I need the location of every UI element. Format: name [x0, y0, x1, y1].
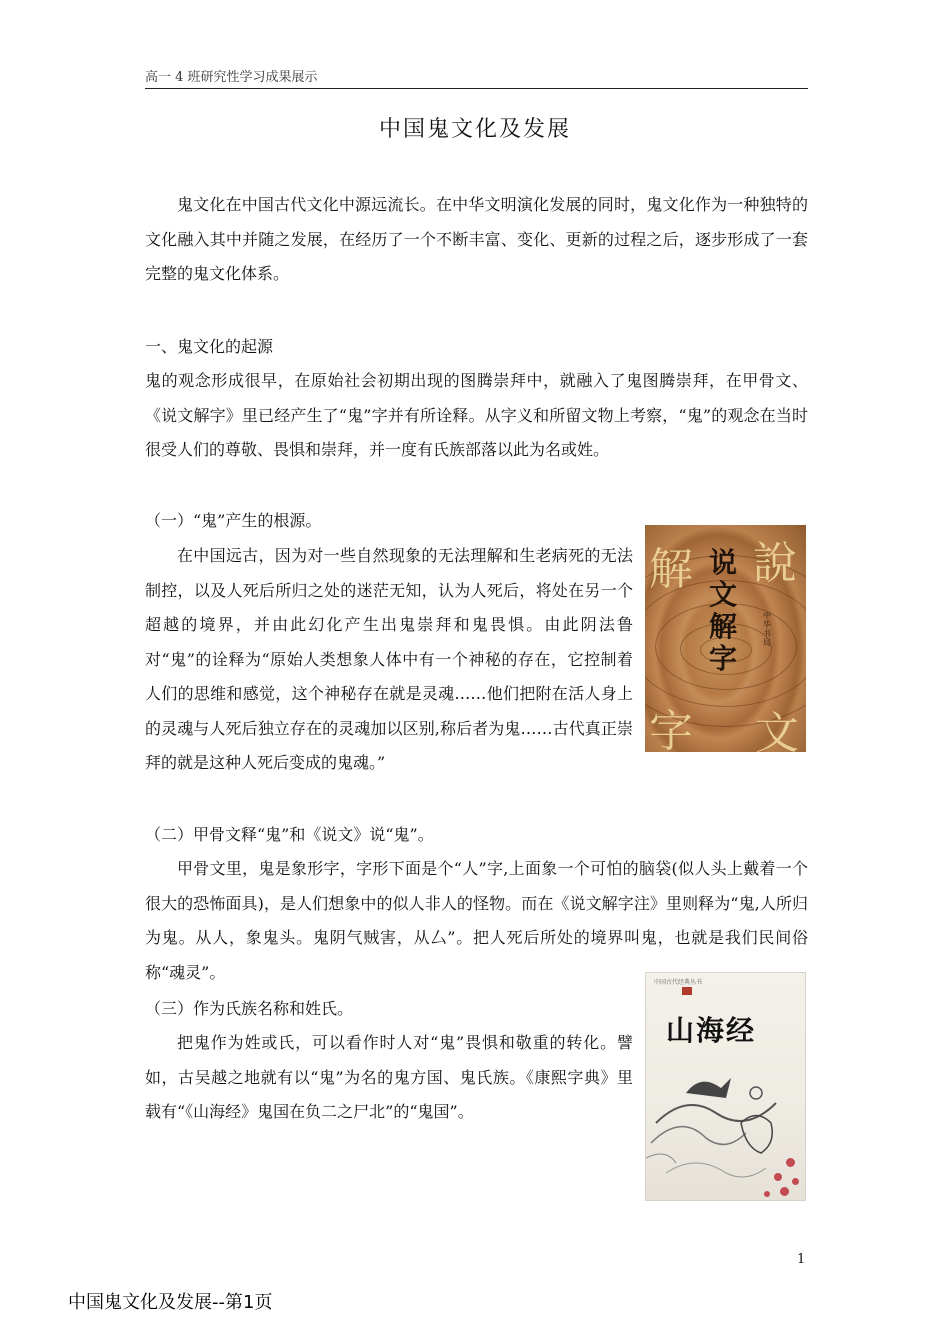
sub2-paragraph: 甲骨文里，鬼是象形字，字形下面是个“人”字,上面象一个可怕的脑袋(似人头上戴着一个很大的恐怖面具)，是人们想象中的似人非人的怪物。而在《说文解字注》里则释为“鬼,人所归为鬼。从人，象鬼头。鬼阴气贼害，从厶”。把人死后所处的境界叫鬼，也就是我们民间俗称“魂灵”。: [145, 859, 808, 982]
intro-paragraph: 鬼文化在中国古代文化中源远流长。在中华文明演化发展的同时，鬼文化作为一种独特的文化融入其中并随之发展，在经历了一个不断丰富、变化、更新的过程之后，逐步形成了一套完整的鬼文化体系。: [145, 195, 808, 283]
cover-publisher-text: 中 华 书 局: [763, 611, 771, 647]
cover-corner-char: 說: [753, 538, 797, 589]
cover-vertical-title: 说 文 解 字: [708, 546, 737, 675]
page-footer: 中国鬼文化及发展--第1页: [68, 1292, 273, 1313]
running-header: 高一 4 班研究性学习成果展示: [145, 70, 808, 89]
page-number: 1: [797, 1252, 806, 1267]
sub3-paragraph: 把鬼作为姓或氏，可以看作时人对“鬼”畏惧和敬重的转化。譬如，古吴越之地就有以“鬼”为名的鬼方国、鬼氏族。《康熙字典》里载有“《山海经》鬼国在负二之尸北”的“鬼国”。: [145, 1033, 633, 1121]
cover-ink-painting: [646, 973, 806, 1201]
document-title: 中国鬼文化及发展: [378, 117, 571, 142]
shanhaijing-cover-image: [645, 972, 806, 1201]
cover-title: 山海经: [666, 1014, 757, 1047]
cover-corner-char: 字: [649, 706, 693, 752]
cover-corner-char: 文: [755, 708, 799, 752]
sub3-heading: （三）作为氏族名称和姓氏。: [145, 999, 354, 1018]
sub2-heading: （二）甲骨文释“鬼”和《说文》说“鬼”。: [145, 825, 434, 844]
shuowen-jiezi-cover-image: [645, 525, 806, 752]
section1-heading: 一、鬼文化的起源: [145, 337, 274, 356]
sub1-heading: （一）“鬼”产生的根源。: [145, 511, 322, 530]
cover-corner-char: 解: [649, 544, 693, 595]
cover-series-text: 中国古代经典丛书: [654, 979, 703, 986]
section1-paragraph: 鬼的观念形成很早，在原始社会初期出现的图腾崇拜中，就融入了鬼图腾崇拜，在甲骨文、《说文解字》里已经产生了“鬼”字并有所诠释。从字义和所留文物上考察，“鬼”的观念在当时很受人们的尊敬、畏惧和崇拜，并一度有氏族部落以此为名或姓。: [145, 371, 808, 459]
sub1-paragraph: 在中国远古，因为对一些自然现象的无法理解和生老病死的无法制控，以及人死后所归之处的迷茫无知，认为人死后，将处在另一个超越的境界，并由此幻化产生出鬼崇拜和鬼畏惧。由此阴法鲁对“鬼”的诠释为“原始人类想象人体中有一个神秘的存在，它控制着人们的思维和感觉，这个神秘存在就是灵魂……他们把附在活人身上的灵魂与人死后独立存在的灵魂加以区别,称后者为鬼……古代真正崇拜的就是这种人死后变成的鬼魂。”: [145, 546, 633, 772]
